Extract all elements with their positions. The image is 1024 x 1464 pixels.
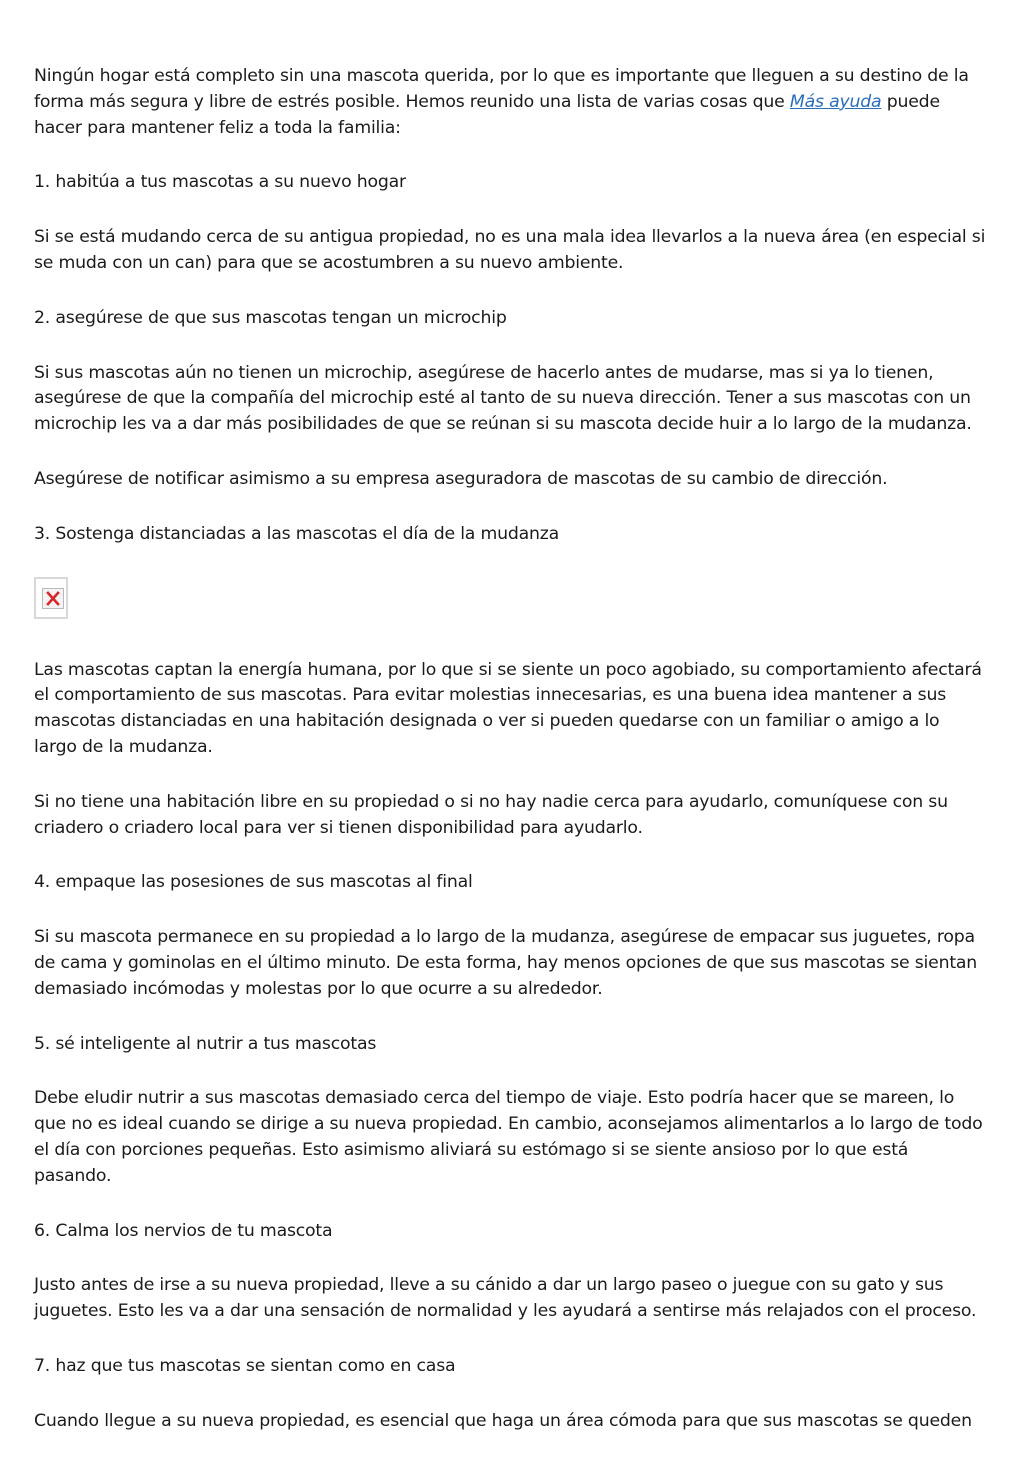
paragraph-5: Debe eludir nutrir a sus mascotas demasiado cerca del tiempo de viaje. Esto podría hacer que se mareen, lo que no es ideal cuando se dirige a su nueva propiedad. En cambio, aconsejamos alimentarlos a lo largo de todo el día con porciones pequeñas. Esto asimismo aliviará su estómago si se siente ansioso por lo que está pasando. — [34, 1088, 983, 1186]
paragraph-7: Cuando llegue a su nueva propiedad, es esencial que haga un área cómoda para que sus mascotas se queden — [34, 1410, 972, 1431]
broken-image-icon — [34, 577, 68, 619]
heading-7: 7. haz que tus mascotas se sientan como en casa — [34, 1355, 456, 1376]
document-body — [34, 64, 986, 1464]
heading-5: 5. sé inteligente al nutrir a tus mascotas — [34, 1033, 377, 1054]
paragraph-6: Justo antes de irse a su nueva propiedad, lleve a su cánido a dar un largo paseo o juegue con su gato y sus juguetes. Esto les va a dar una sensación de normalidad y les ayudará a sentirse más relajados con el proceso. — [34, 1275, 977, 1322]
broken-image-frame — [42, 588, 64, 609]
red-x-icon — [45, 591, 61, 606]
intro-paragraph — [34, 64, 986, 141]
heading-4: 4. empaque las posesiones de sus mascotas al final — [34, 872, 473, 893]
paragraph-3: Las mascotas captan la energía humana, por lo que si se siente un poco agobiado, su comportamiento afectará el comportamiento de sus mascotas. Para evitar molestias innecesarias, es una buena idea mantener a sus mascotas distanciadas en una habitación designada o ver si pueden quedarse con un familiar o amigo a lo largo de la mudanza. — [34, 659, 982, 757]
paragraph-3b: Si no tiene una habitación libre en su propiedad o si no hay nadie cerca para ayudarlo, comuníquese con su criadero o criadero local para ver si tienen disponibilidad para ayudarlo. — [34, 791, 948, 838]
mas-ayuda-link[interactable]: Más ayuda — [789, 91, 882, 112]
intro-text-after-link: puede hacer para mantener feliz a toda la familia: — [34, 91, 940, 138]
paragraph-2: Si sus mascotas aún no tienen un microchip, asegúrese de hacerlo antes de mudarse, mas si ya lo tienen, asegúrese de que la compañía del microchip esté al tanto de su nueva dirección. Tener a sus mascotas con un microchip les va a dar más posibilidades de que se reúnan si su mascota decide huir a lo largo de la mudanza. — [34, 362, 972, 435]
heading-6: 6. Calma los nervios de tu mascota — [34, 1220, 333, 1241]
heading-1: 1. habitúa a tus mascotas a su nuevo hogar — [34, 172, 406, 193]
paragraph-1: Si se está mudando cerca de su antigua propiedad, no es una mala idea llevarlos a la nueva área (en especial si se muda con un can) para que se acostumbren a su nuevo ambiente. — [34, 227, 986, 273]
intro-text-before-link: Ningún hogar está completo sin una mascota querida, por lo que es importante que lleguen a su destino de la forma más segura y libre de estrés posible. Hemos reunido una lista de varias cosas que — [34, 66, 969, 112]
heading-3: 3. Sostenga distanciadas a las mascotas el día de la mudanza — [34, 523, 560, 544]
heading-2: 2. asegúrese de que sus mascotas tengan un microchip — [34, 307, 507, 328]
paragraph-4: Si su mascota permanece en su propiedad a lo largo de la mudanza, asegúrese de empacar sus juguetes, ropa de cama y gominolas en el último minuto. De esta forma, hay menos opciones de que sus mascotas se sientan demasiado incómodas y molestas por lo que ocurre a su alrededor. — [34, 927, 978, 999]
paragraph-2b: Asegúrese de notificar asimismo a su empresa aseguradora de mascotas de su cambio de dirección. — [34, 468, 888, 489]
